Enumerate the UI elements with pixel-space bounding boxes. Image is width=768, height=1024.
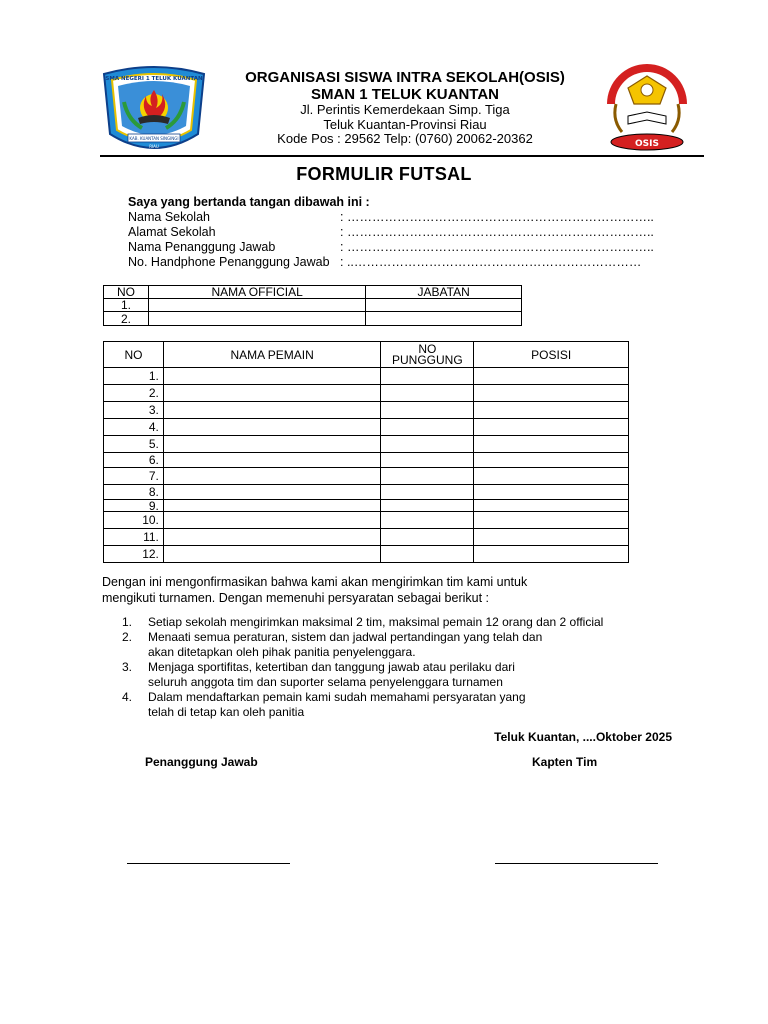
player-name-cell[interactable] <box>163 546 381 563</box>
list-number: 1. <box>122 615 133 629</box>
player-position-cell[interactable] <box>474 385 629 402</box>
identity-label: Nama Penanggung Jawab <box>128 240 276 254</box>
player-position-cell[interactable] <box>474 485 629 500</box>
list-number: 4. <box>122 690 133 704</box>
identity-value[interactable]: : ……………………………………………………………….. <box>340 225 654 239</box>
player-position-cell[interactable] <box>474 468 629 485</box>
table-row <box>104 385 629 402</box>
player-header-name: NAMA PEMAIN <box>163 342 381 368</box>
osis-logo-text: OSIS <box>635 139 659 149</box>
player-number-cell[interactable] <box>381 385 474 402</box>
table-row <box>104 402 629 419</box>
contact-line: Kode Pos : 29562 Telp: (0760) 20062-20362 <box>277 131 533 146</box>
identity-label: No. Handphone Penanggung Jawab <box>128 255 330 269</box>
player-header-position: POSISI <box>474 342 629 368</box>
row-number: 4. <box>104 419 164 436</box>
player-position-cell[interactable] <box>474 529 629 546</box>
list-item <box>122 615 642 630</box>
player-number-cell[interactable] <box>381 500 474 512</box>
school-logo-text: SMA NEGERI 1 TELUK KUANTAN <box>105 76 203 82</box>
table-row <box>104 368 629 385</box>
player-name-cell[interactable] <box>163 500 381 512</box>
letterhead-divider <box>100 155 704 157</box>
player-name-cell[interactable] <box>163 385 381 402</box>
player-name-cell[interactable] <box>163 468 381 485</box>
official-header-no: NO <box>104 286 149 299</box>
list-number: 2. <box>122 630 133 644</box>
player-name-cell[interactable] <box>163 485 381 500</box>
player-position-cell[interactable] <box>474 436 629 453</box>
table-row <box>104 529 629 546</box>
official-name-cell[interactable] <box>148 299 365 312</box>
identity-value[interactable]: : ……………………………………………………………….. <box>340 240 654 254</box>
list-text: Setiap sekolah mengirimkan maksimal 2 tim, maksimal pemain 12 orang dan 2 official <box>148 615 604 629</box>
player-name-cell[interactable] <box>163 529 381 546</box>
address-line-2: Teluk Kuantan-Provinsi Riau <box>323 117 487 132</box>
row-number: 5. <box>104 436 164 453</box>
player-number-cell[interactable] <box>381 468 474 485</box>
player-number-cell[interactable] <box>381 419 474 436</box>
player-number-cell[interactable] <box>381 546 474 563</box>
identity-row <box>128 240 654 255</box>
player-name-cell[interactable] <box>163 368 381 385</box>
row-number: 12. <box>104 546 164 563</box>
player-position-cell[interactable] <box>474 402 629 419</box>
identity-row <box>128 225 654 240</box>
requirements-list <box>122 615 642 720</box>
identity-value[interactable]: : ..…………………………………………………………… <box>340 255 642 269</box>
list-text: Menjaga sportifitas, ketertiban dan tanggung jawab atau perilaku dari seluruh anggota tim dan suporter selama penyelenggara turnamen <box>148 660 515 689</box>
row-number: 1. <box>104 299 149 312</box>
signature-line-left[interactable] <box>127 863 290 864</box>
row-number: 9. <box>104 500 164 512</box>
player-header-number: NO PUNGGUNG <box>381 342 474 368</box>
row-number: 3. <box>104 402 164 419</box>
identity-label: Nama Sekolah <box>128 210 210 224</box>
school-logo-small-text: RIAU <box>149 144 159 149</box>
row-number: 10. <box>104 512 164 529</box>
official-position-cell[interactable] <box>366 299 522 312</box>
table-row <box>104 468 629 485</box>
identity-value[interactable]: : ……………………………………………………………….. <box>340 210 654 224</box>
identity-intro: Saya yang bertanda tangan dibawah ini : <box>128 195 370 209</box>
address-line-1: Jl. Perintis Kemerdekaan Simp. Tiga <box>300 102 510 117</box>
table-row <box>104 299 522 312</box>
table-row <box>104 419 629 436</box>
list-text: Dalam mendaftarkan pemain kami sudah memahami persyaratan yang telah di tetap kan oleh panitia <box>148 690 526 719</box>
player-position-cell[interactable] <box>474 546 629 563</box>
row-number: 7. <box>104 468 164 485</box>
table-row <box>104 453 629 468</box>
player-number-cell[interactable] <box>381 512 474 529</box>
player-name-cell[interactable] <box>163 512 381 529</box>
table-row <box>104 436 629 453</box>
list-item <box>122 690 552 720</box>
official-table <box>103 285 522 326</box>
list-text: Menaati semua peraturan, sistem dan jadwal pertandingan yang telah dan akan ditetapkan oleh pihak panitia penyelenggara. <box>148 630 543 659</box>
player-name-cell[interactable] <box>163 436 381 453</box>
place-date: Teluk Kuantan, ....Oktober 2025 <box>494 730 672 744</box>
player-number-cell[interactable] <box>381 453 474 468</box>
identity-row <box>128 210 654 225</box>
player-number-cell[interactable] <box>381 485 474 500</box>
org-name: ORGANISASI SISWA INTRA SEKOLAH(OSIS) <box>245 69 565 86</box>
player-name-cell[interactable] <box>163 453 381 468</box>
row-number: 8. <box>104 485 164 500</box>
official-header-position: JABATAN <box>366 286 522 299</box>
signature-line-right[interactable] <box>495 863 658 864</box>
player-name-cell[interactable] <box>163 402 381 419</box>
list-item <box>122 660 552 690</box>
table-row <box>104 500 629 512</box>
signature-label-left: Penanggung Jawab <box>145 755 258 769</box>
player-number-cell[interactable] <box>381 529 474 546</box>
player-header-no: NO <box>104 342 164 368</box>
player-table <box>103 341 629 563</box>
identity-row <box>128 255 641 270</box>
row-number: 1. <box>104 368 164 385</box>
school-logo-bottom-text: KAB. KUANTAN SINGINGI <box>129 136 179 141</box>
player-number-cell[interactable] <box>381 402 474 419</box>
form-title: FORMULIR FUTSAL <box>296 164 472 184</box>
player-position-cell[interactable] <box>474 500 629 512</box>
player-number-cell[interactable] <box>381 368 474 385</box>
official-header-name: NAMA OFFICIAL <box>148 286 365 299</box>
list-number: 3. <box>122 660 133 674</box>
table-row <box>104 485 629 500</box>
player-position-cell[interactable] <box>474 368 629 385</box>
player-position-cell[interactable] <box>474 453 629 468</box>
table-row <box>104 546 629 563</box>
identity-label: Alamat Sekolah <box>128 225 216 239</box>
table-row <box>104 312 522 326</box>
school-name: SMAN 1 TELUK KUANTAN <box>310 86 500 103</box>
row-number: 2. <box>104 385 164 402</box>
player-position-cell[interactable] <box>474 512 629 529</box>
official-name-cell[interactable] <box>148 312 365 326</box>
player-number-cell[interactable] <box>381 436 474 453</box>
signature-label-right: Kapten Tim <box>532 755 598 769</box>
list-item <box>122 630 552 660</box>
table-row <box>104 512 629 529</box>
row-number: 2. <box>104 312 149 326</box>
official-position-cell[interactable] <box>366 312 522 326</box>
player-name-cell[interactable] <box>163 419 381 436</box>
row-number: 6. <box>104 453 164 468</box>
row-number: 11. <box>104 529 164 546</box>
confirmation-text: Dengan ini mengonfirmasikan bahwa kami akan mengirimkan tim kami untuk mengikuti turnamen. Dengan memenuhi persyaratan sebagai berikut : <box>102 575 528 605</box>
player-position-cell[interactable] <box>474 419 629 436</box>
